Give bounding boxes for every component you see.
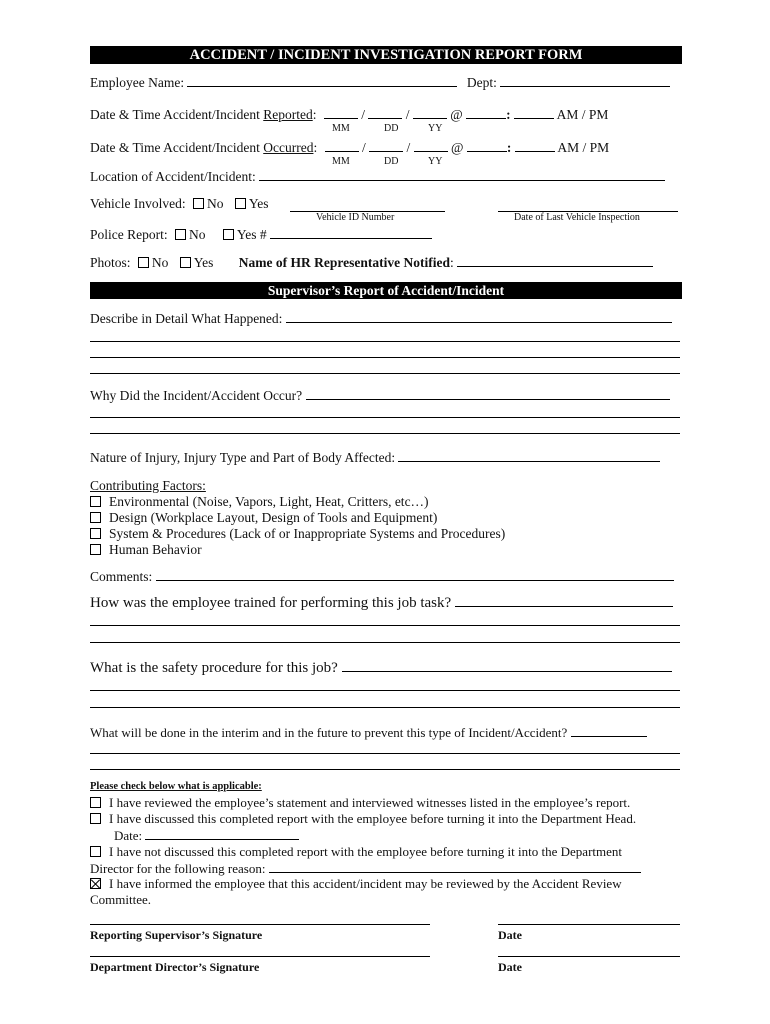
check-not-discussed-reason-label: Director for the following reason: <box>90 861 266 876</box>
yes-label: Yes <box>193 255 214 270</box>
reported-minute-field[interactable] <box>514 106 554 119</box>
reported-colon: : <box>312 107 317 122</box>
dept-label: Dept: <box>466 75 497 90</box>
colon: : <box>450 255 454 270</box>
trained-field[interactable] <box>455 593 673 607</box>
ampm-label[interactable]: AM / PM <box>556 107 609 122</box>
occurred-yy-field[interactable] <box>414 139 448 152</box>
form-title: ACCIDENT / INCIDENT INVESTIGATION REPORT FORM <box>90 46 682 64</box>
safety-label: What is the safety procedure for this job? <box>90 660 338 676</box>
describe-label: Describe in Detail What Happened: <box>90 311 283 326</box>
supervisor-report-bar: Supervisor’s Report of Accident/Incident <box>90 282 682 299</box>
yes-num-label: Yes # <box>236 227 267 242</box>
interim-line[interactable] <box>90 769 680 770</box>
reported-hour-field[interactable] <box>466 106 506 119</box>
check-informed-checkbox[interactable] <box>90 878 101 889</box>
hr-representative-field[interactable] <box>457 254 653 267</box>
at-sign: @ <box>451 140 464 155</box>
reported-prefix: Date & Time Accident/Incident <box>90 107 264 122</box>
check-discussed-label: I have discussed this completed report with the employee before turning it into the Department Head. <box>109 811 637 826</box>
safety-line[interactable] <box>90 690 680 691</box>
slash: / <box>361 140 366 155</box>
comments-row <box>90 568 682 585</box>
check-date-label: Date: <box>114 828 143 843</box>
supervisor-date-label: Date <box>498 928 522 942</box>
nature-field[interactable] <box>398 449 660 462</box>
no-label: No <box>206 196 224 211</box>
factor-item[interactable] <box>90 542 682 558</box>
factor-label: Human Behavior <box>109 542 202 557</box>
nature-row <box>90 449 682 466</box>
hr-representative-label: Name of HR Representative Notified <box>238 255 450 270</box>
check-not-discussed-item[interactable] <box>90 844 682 860</box>
factor-label: Design (Workplace Layout, Design of Tools and Equipment) <box>109 510 438 525</box>
why-row <box>90 387 682 404</box>
occurred-mm-field[interactable] <box>325 139 359 152</box>
trained-line[interactable] <box>90 625 680 626</box>
vehicle-id-label: Vehicle ID Number <box>316 212 395 223</box>
photos-label: Photos: <box>90 255 131 270</box>
why-field[interactable] <box>306 387 670 400</box>
slash: / <box>361 107 366 122</box>
no-label: No <box>189 227 206 242</box>
occurred-word: Occurred <box>263 140 314 155</box>
location-label: Location of Accident/Incident: <box>90 169 256 184</box>
supervisor-signature-line[interactable] <box>90 924 430 925</box>
dd-label: DD <box>384 156 399 167</box>
photos-no-checkbox[interactable] <box>138 257 149 268</box>
reported-yy-field[interactable] <box>413 106 447 119</box>
time-colon: : <box>506 107 511 122</box>
occurred-row <box>90 139 682 156</box>
check-not-discussed-reason-row <box>90 860 682 877</box>
last-inspection-field[interactable] <box>498 199 678 212</box>
vehicle-label: Vehicle Involved: <box>90 196 186 211</box>
describe-field[interactable] <box>286 310 672 323</box>
photos-row <box>90 254 682 271</box>
check-informed-label: I have informed the employee that this accident/incident may be reviewed by the Accident Review <box>109 876 622 891</box>
check-not-discussed-label: I have not discussed this completed report with the employee before turning it into the Department <box>109 844 622 859</box>
describe-line[interactable] <box>90 357 680 358</box>
factor-label: System & Procedures (Lack of or Inappropriate Systems and Procedures) <box>109 526 506 541</box>
mm-label: MM <box>332 123 350 134</box>
yy-label: YY <box>428 123 443 134</box>
vehicle-no-checkbox[interactable] <box>193 198 204 209</box>
check-discussed-item[interactable] <box>90 811 682 827</box>
occurred-dd-field[interactable] <box>369 139 403 152</box>
interim-label: What will be done in the interim and in the future to prevent this type of Incident/Accident? <box>90 725 568 740</box>
factor-label: Environmental (Noise, Vapors, Light, Heat, Critters, etc…) <box>109 494 429 509</box>
vehicle-id-field[interactable] <box>290 199 445 212</box>
factor-item[interactable] <box>90 526 682 542</box>
employee-name-field[interactable] <box>187 74 457 87</box>
no-label: No <box>151 255 169 270</box>
check-date-row <box>114 827 706 844</box>
check-date-field[interactable] <box>145 827 299 840</box>
trained-label: How was the employee trained for performing this job task? <box>90 595 452 611</box>
yes-label: Yes <box>248 196 269 211</box>
trained-line[interactable] <box>90 642 680 643</box>
describe-row <box>90 310 682 327</box>
director-signature-label: Department Director’s Signature <box>90 960 260 974</box>
check-below-heading: Please check below what is applicable: <box>90 781 262 792</box>
why-line[interactable] <box>90 433 680 434</box>
check-not-discussed-checkbox[interactable] <box>90 846 101 857</box>
employee-name-label: Employee Name: <box>90 75 185 90</box>
describe-line[interactable] <box>90 341 680 342</box>
check-reviewed-label: I have reviewed the employee’s statement and interviewed witnesses listed in the employee’s report. <box>109 795 631 810</box>
safety-row <box>90 658 682 677</box>
police-label: Police Report: <box>90 227 168 242</box>
reported-mm-field[interactable] <box>324 106 358 119</box>
why-line[interactable] <box>90 417 680 418</box>
police-yes-checkbox[interactable] <box>223 229 234 240</box>
police-row <box>90 226 682 243</box>
supervisor-date-line[interactable] <box>498 924 680 925</box>
at-sign: @ <box>450 107 463 122</box>
interim-line[interactable] <box>90 753 680 754</box>
occurred-minute-field[interactable] <box>515 139 555 152</box>
location-field[interactable] <box>259 168 665 181</box>
slash: / <box>406 140 411 155</box>
factor-checkbox[interactable] <box>90 512 101 523</box>
ampm-label[interactable]: AM / PM <box>557 140 610 155</box>
reason-field[interactable] <box>269 860 641 873</box>
supervisor-signature-label: Reporting Supervisor’s Signature <box>90 928 263 942</box>
dept-field[interactable] <box>500 74 670 87</box>
nature-label: Nature of Injury, Injury Type and Part of Body Affected: <box>90 450 396 465</box>
reported-word: Reported <box>263 107 313 122</box>
safety-line[interactable] <box>90 707 680 708</box>
employee-row <box>90 74 682 91</box>
factor-checkbox[interactable] <box>90 496 101 507</box>
dd-label: DD <box>384 123 399 134</box>
factor-item[interactable] <box>90 510 682 526</box>
location-row <box>90 168 682 185</box>
occurred-hour-field[interactable] <box>467 139 507 152</box>
check-discussed-checkbox[interactable] <box>90 813 101 824</box>
director-date-line[interactable] <box>498 956 680 957</box>
reported-row <box>90 106 682 123</box>
factor-checkbox[interactable] <box>90 544 101 555</box>
check-reviewed-checkbox[interactable] <box>90 797 101 808</box>
director-signature-line[interactable] <box>90 956 430 957</box>
comments-label: Comments: <box>90 569 153 584</box>
director-date-label: Date <box>498 960 522 974</box>
interim-field[interactable] <box>571 724 647 737</box>
check-reviewed-item[interactable] <box>90 795 682 811</box>
why-label: Why Did the Incident/Accident Occur? <box>90 388 303 403</box>
interim-row <box>90 724 682 741</box>
photos-yes-checkbox[interactable] <box>180 257 191 268</box>
check-informed-item[interactable] <box>90 876 682 892</box>
yy-label: YY <box>428 156 443 167</box>
safety-field[interactable] <box>342 658 672 672</box>
describe-line[interactable] <box>90 373 680 374</box>
comments-field[interactable] <box>156 568 674 581</box>
factor-checkbox[interactable] <box>90 528 101 539</box>
time-colon: : <box>506 140 512 155</box>
check-informed-continued: Committee. <box>90 892 152 907</box>
contributing-factors-heading: Contributing Factors: <box>90 478 206 493</box>
mm-label: MM <box>332 156 350 167</box>
trained-row <box>90 593 682 612</box>
occurred-prefix: Date & Time Accident/Incident <box>90 140 264 155</box>
police-report-number-field[interactable] <box>270 226 432 239</box>
factor-item[interactable] <box>90 494 682 510</box>
reported-dd-field[interactable] <box>368 106 402 119</box>
police-no-checkbox[interactable] <box>175 229 186 240</box>
slash: / <box>405 107 410 122</box>
occurred-colon: : <box>313 140 318 155</box>
vehicle-yes-checkbox[interactable] <box>235 198 246 209</box>
last-inspection-label: Date of Last Vehicle Inspection <box>514 212 640 223</box>
